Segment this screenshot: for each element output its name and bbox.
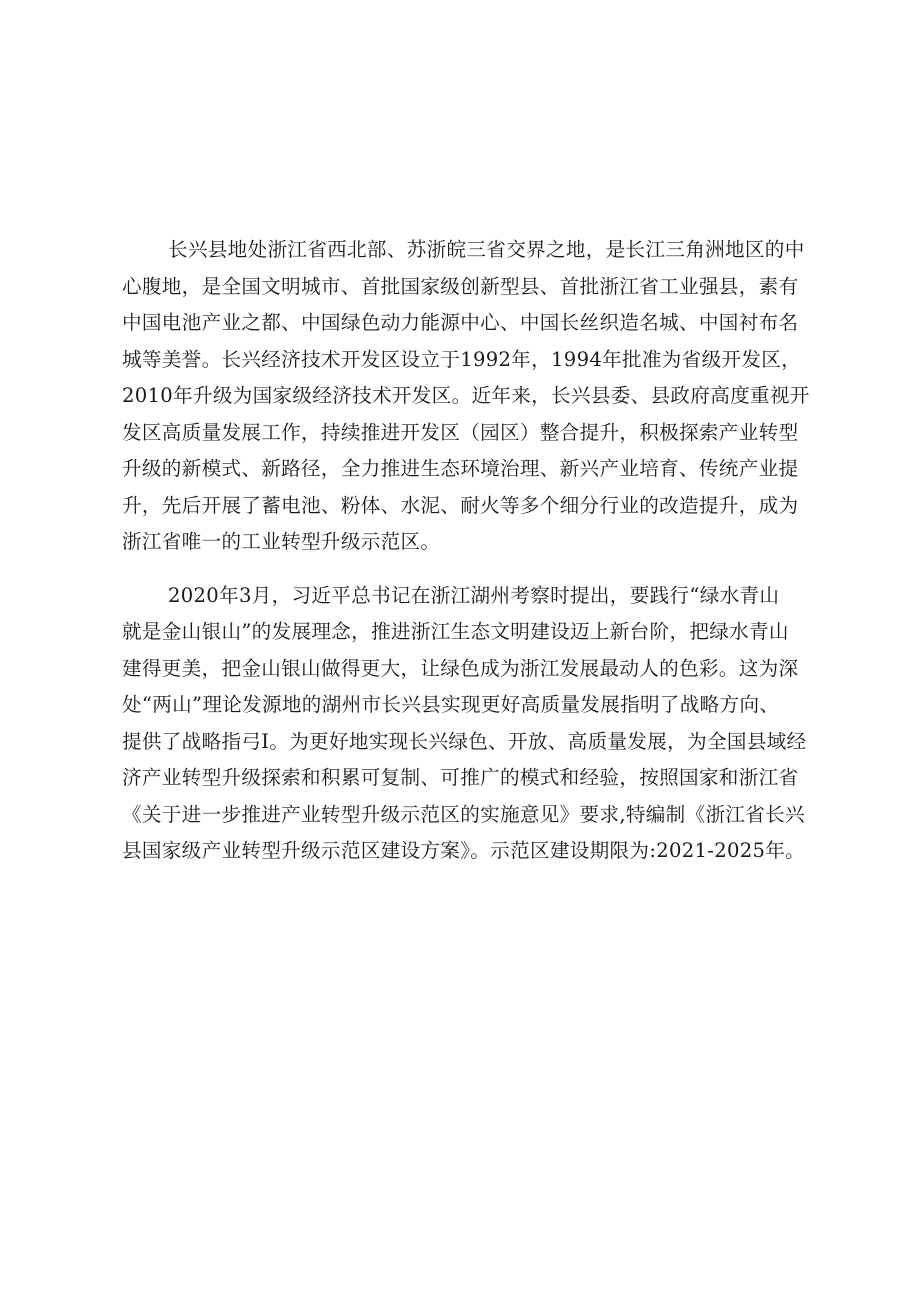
text-line: 济产业转型升级探索和积累可复制、可推广的模式和经验，按照国家和浙江省 <box>122 766 799 789</box>
text-line: 《关于进一步推进产业转型升级示范区的实施意见》要求,特编制《浙江省长兴 <box>122 802 805 826</box>
paragraph-1 <box>122 232 824 561</box>
text-line: 建得更美，把金山银山做得更大，让绿色成为浙江发展最动人的色彩。这为深 <box>122 656 799 680</box>
text-line: 长兴县地处浙江省西北部、苏浙皖三省交界之地，是长江三角洲地区的中 <box>168 238 805 261</box>
paragraph-2 <box>122 578 824 870</box>
text-line: 发区高质量发展工作，持续推进开发区（园区）整合提升，积极探索产业转型 <box>122 420 799 444</box>
text-line: 心腹地，是全国文明城市、首批国家级创新型县、首批浙江省工业强县，素有 <box>122 274 799 298</box>
text-line: 处“两山”理论发源地的湖州市长兴县实现更好高质量发展指明了战略方向、 <box>122 693 780 716</box>
text-line: 升，先后开展了蓄电池、粉体、水泥、耐火等多个细分行业的改造提升，成为 <box>122 493 799 517</box>
text-line: 提供了战略指弓I。为更好地实现长兴绿色、开放、高质量发展，为全国县域经 <box>122 729 807 753</box>
text-line: 2010年升级为国家级经济技术开发区。近年来，长兴县委、县政府高度重视开 <box>122 384 810 407</box>
text-line: 中国电池产业之都、中国绿色动力能源中心、中国长丝织造名城、中国衬布名 <box>122 311 799 334</box>
text-line: 浙江省唯一的工业转型升级示范区。 <box>122 530 441 553</box>
text-line: 城等美誉。长兴经济技术开发区设立于1992年，1994年批准为省级开发区， <box>122 347 802 371</box>
text-line: 2020年3月，习近平总书记在浙江湖州考察时提出，要践行“绿水青山 <box>168 583 780 607</box>
text-line: 升级的新模式、新路径，全力推进生态环境治理、新兴产业培育、传统产业提 <box>122 457 799 480</box>
document-body <box>122 232 824 870</box>
text-line: 县国家级产业转型升级示范区建设方案》。示范区建设期限为:2021-2025年。 <box>122 839 806 862</box>
text-line: 就是金山银山”的发展理念，推进浙江生态文明建设迈上新台阶，把绿水青山 <box>122 620 789 643</box>
